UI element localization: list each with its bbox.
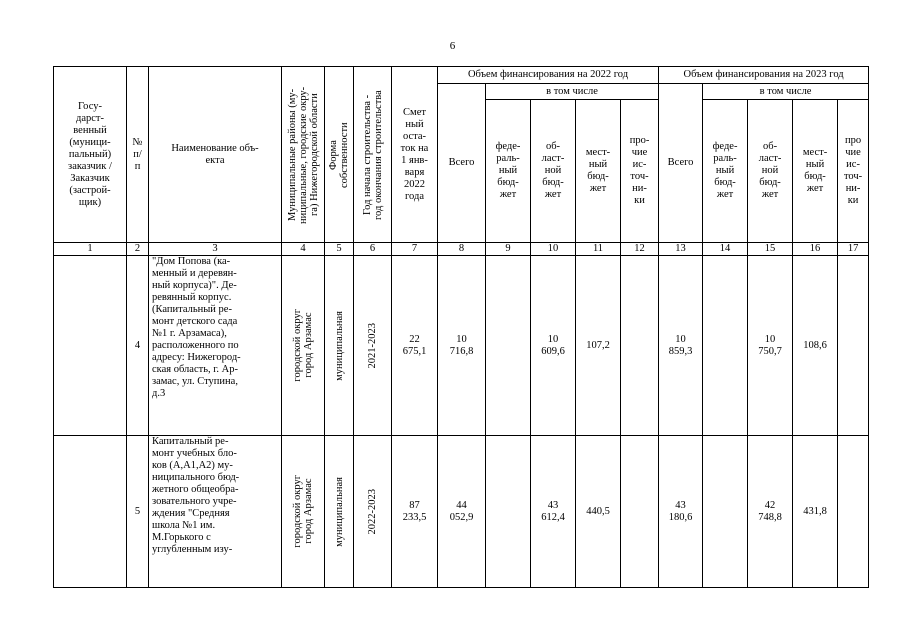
cell-other-2023 [838, 436, 869, 588]
col-number: 15 [748, 243, 793, 256]
cell-total-2022: 10 716,8 [438, 256, 486, 436]
cell-federal-2023 [703, 436, 748, 588]
cell-num: 5 [127, 436, 149, 588]
page-number: 6 [449, 40, 456, 52]
table-row [54, 256, 869, 436]
header-local-2023: мест- ный бюд- жет [793, 100, 838, 243]
col-number: 7 [392, 243, 438, 256]
header-federal-2023: феде- раль- ный бюд- жет [703, 100, 748, 243]
col-number: 2 [127, 243, 149, 256]
cell-total-2023: 43 180,6 [659, 436, 703, 588]
cell-customer [54, 256, 127, 436]
header-total-2023: Всего [659, 84, 703, 243]
cell-federal-2023 [703, 256, 748, 436]
cell-object-name: Капитальный ре- монт учебных бло- ков (А,А1,А2) му- ниципального бюд- жетного общеобра- зовательного учре- ждения "Средняя школа №1 им. М.Горького с углубленным изу- [149, 436, 282, 588]
cell-federal-2022 [486, 436, 531, 588]
col-number: 1 [54, 243, 127, 256]
header-object-name: Наименование объ- екта [149, 67, 282, 243]
header-ownership [325, 67, 354, 243]
cell-total-2023: 10 859,3 [659, 256, 703, 436]
table-row [54, 436, 869, 588]
cell-other-2023 [838, 256, 869, 436]
cell-ownership [325, 256, 354, 436]
cell-object-name: "Дом Попова (ка- менный и деревян- ный корпуса)". Де- ревянный корпус. (Капитальный ре- монт детского сада №1 г. Арзамаса), расположенного по адресу: Нижегород- ская область, г. Ар- замас, ул. Ступина, д.3 [149, 256, 282, 436]
header-num: № п/ п [127, 67, 149, 243]
cell-balance: 22 675,1 [392, 256, 438, 436]
cell-district-text: городской округ город Арзамас [292, 309, 314, 382]
col-number: 16 [793, 243, 838, 256]
cell-local-2023: 108,6 [793, 256, 838, 436]
col-number: 13 [659, 243, 703, 256]
col-number: 8 [438, 243, 486, 256]
header-balance: Смет ный оста- ток на 1 янв- варя 2022 года [392, 67, 438, 243]
col-number: 6 [354, 243, 392, 256]
cell-customer [54, 436, 127, 588]
cell-other-2022 [621, 256, 659, 436]
header-federal-2022: феде- раль- ный бюд- жет [486, 100, 531, 243]
header-ownership-text: Форма собственности [328, 121, 350, 188]
header-other-2022: про- чие ис- точ- ни- ки [621, 100, 659, 243]
cell-balance: 87 233,5 [392, 436, 438, 588]
header-regional-2023: об- ласт- ной бюд- жет [748, 100, 793, 243]
cell-num: 4 [127, 256, 149, 436]
col-number: 11 [576, 243, 621, 256]
cell-regional-2022: 43 612,4 [531, 436, 576, 588]
column-number-row [54, 243, 869, 256]
cell-local-2022: 440,5 [576, 436, 621, 588]
cell-years-text: 2022-2023 [367, 488, 378, 535]
cell-district [282, 256, 325, 436]
cell-years [354, 256, 392, 436]
header-regional-2022: об- ласт- ной бюд- жет [531, 100, 576, 243]
cell-regional-2023: 42 748,8 [748, 436, 793, 588]
cell-district [282, 436, 325, 588]
col-number: 9 [486, 243, 531, 256]
cell-years [354, 436, 392, 588]
header-fin-2022: Объем финансирования на 2022 год [438, 67, 659, 84]
header-other-2023: про чие ис- точ- ни- ки [838, 100, 869, 243]
header-incl-2022: в том числе [486, 84, 659, 100]
header-incl-2023: в том числе [703, 84, 869, 100]
col-number: 14 [703, 243, 748, 256]
financing-table [53, 66, 869, 588]
cell-ownership-text: муниципальная [333, 476, 345, 547]
cell-other-2022 [621, 436, 659, 588]
cell-ownership-text: муниципальная [333, 310, 345, 381]
cell-local-2023: 431,8 [793, 436, 838, 588]
header-customer: Госу- дарст- венный (муници- пальный) заказчик / Заказчик (застрой- щик) [54, 67, 127, 243]
cell-federal-2022 [486, 256, 531, 436]
header-districts [282, 67, 325, 243]
col-number: 5 [325, 243, 354, 256]
cell-local-2022: 107,2 [576, 256, 621, 436]
header-fin-2023: Объем финансирования на 2023 год [659, 67, 869, 84]
header-years [354, 67, 392, 243]
cell-years-text: 2021-2023 [367, 322, 378, 369]
col-number: 4 [282, 243, 325, 256]
header-local-2022: мест- ный бюд- жет [576, 100, 621, 243]
col-number: 17 [838, 243, 869, 256]
cell-ownership [325, 436, 354, 588]
cell-total-2022: 44 052,9 [438, 436, 486, 588]
cell-regional-2023: 10 750,7 [748, 256, 793, 436]
header-years-text: Год начала строительства - год окончания строительства [361, 89, 384, 220]
col-number: 12 [621, 243, 659, 256]
header-total-2022: Всего [438, 84, 486, 243]
cell-district-text: городской округ город Арзамас [292, 475, 314, 548]
header-districts-text: Муниципальные районы (му- ниципальные, городские окру- га) Нижегородской области [286, 85, 320, 224]
cell-regional-2022: 10 609,6 [531, 256, 576, 436]
col-number: 10 [531, 243, 576, 256]
col-number: 3 [149, 243, 282, 256]
